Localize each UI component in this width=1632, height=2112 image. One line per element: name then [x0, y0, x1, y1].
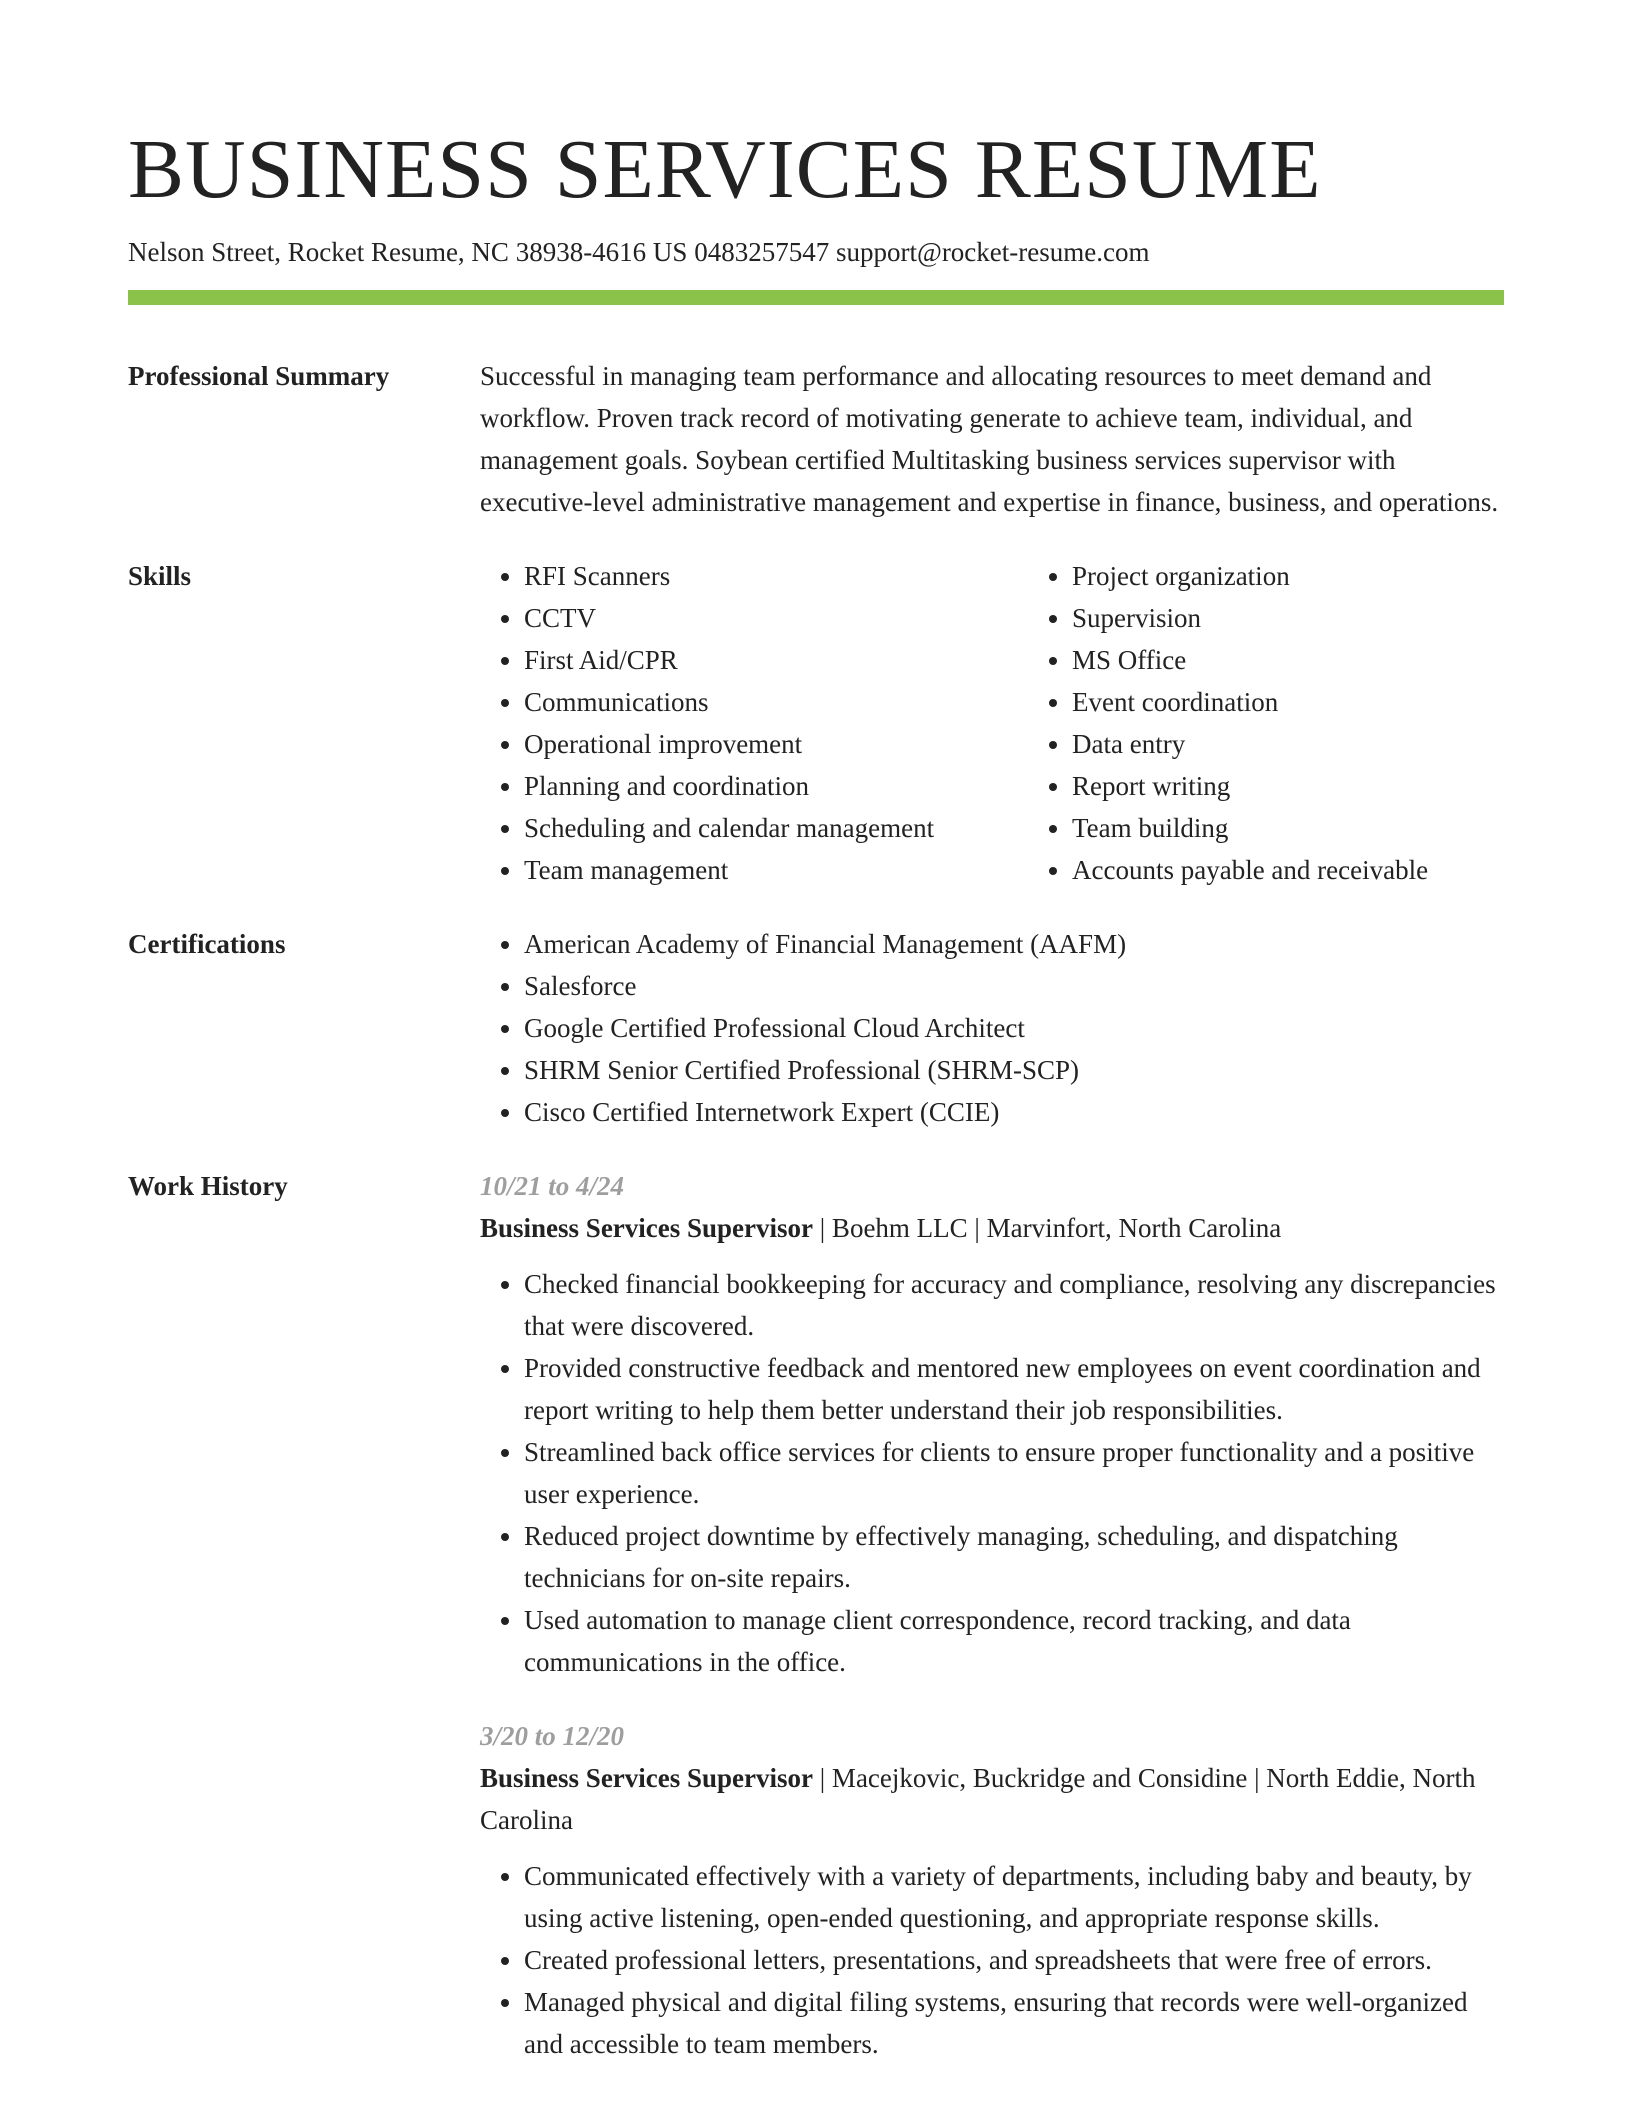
summary-text: Successful in managing team performance and allocating resources to meet demand and workflow. Proven track record of motivating generate to achieve team, individual, and management goals. Soybean certified Multitasking business services supervisor with executive-level administrative management and expertise in finance, business, and operations. [480, 361, 1499, 517]
certification-item: • Google Certified Professional Cloud Architect [524, 1007, 1504, 1049]
section-heading: Professional Summary [128, 361, 390, 391]
certification-item: • American Academy of Financial Management (AAFM) [524, 923, 1504, 965]
certifications-section [128, 923, 1504, 1133]
contact-line [128, 232, 1504, 272]
skill-item: • Event coordination [1072, 681, 1428, 723]
skill-item: • Operational improvement [524, 723, 1028, 765]
section-heading: Skills [128, 561, 192, 591]
certification-item: • Salesforce [524, 965, 1504, 1007]
job-bullets [480, 1855, 1504, 2065]
job-bullet: • Used automation to manage client correspondence, record tracking, and data communications in the office. [524, 1599, 1504, 1683]
professional-summary-section [128, 355, 1504, 523]
job-bullet: • Reduced project downtime by effectively managing, scheduling, and dispatching technicians for on-site repairs. [524, 1515, 1504, 1599]
skill-item: • Project organization [1072, 555, 1428, 597]
skill-item: • Team management [524, 849, 1028, 891]
job-employer-location: | Boehm LLC | Marvinfort, North Carolina [813, 1213, 1282, 1243]
job-entry [480, 1715, 1504, 2065]
skills-section [128, 555, 1504, 891]
job-employer-location: | Macejkovic, Buckridge and Considine | North Eddie, North Carolina [480, 1763, 1476, 1835]
work-history-section [128, 1165, 1504, 2097]
job-title: Business Services Supervisor [480, 1213, 814, 1243]
job-title-line [480, 1757, 1504, 1841]
job-bullet: • Created professional letters, presentations, and spreadsheets that were free of errors. [524, 1939, 1504, 1981]
skill-item: • First Aid/CPR [524, 639, 1028, 681]
contact-email: support@rocket-resume.com [835, 237, 1150, 267]
skill-item: • Communications [524, 681, 1028, 723]
skill-item: • Supervision [1072, 597, 1428, 639]
skill-item: • Team building [1072, 807, 1428, 849]
accent-divider [128, 290, 1504, 305]
skill-item: • Report writing [1072, 765, 1428, 807]
skill-item: • Scheduling and calendar management [524, 807, 1028, 849]
job-bullet: • Streamlined back office services for clients to ensure proper functionality and a positive user experience. [524, 1431, 1504, 1515]
job-bullet: • Managed physical and digital filing systems, ensuring that records were well-organized and accessible to team members. [524, 1981, 1504, 2065]
section-heading: Work History [128, 1171, 288, 1201]
certifications-list [480, 923, 1504, 1133]
skill-item: • Planning and coordination [524, 765, 1028, 807]
skills-list-left [480, 555, 1028, 891]
job-bullet: • Provided constructive feedback and mentored new employees on event coordination and report writing to help them better understand their job responsibilities. [524, 1347, 1504, 1431]
job-dates: 10/21 to 4/24 [480, 1171, 625, 1201]
skills-list-right [1028, 555, 1428, 891]
job-dates: 3/20 to 12/20 [480, 1721, 625, 1751]
job-bullets [480, 1263, 1504, 1683]
resume-title: BUSINESS SERVICES RESUME [128, 123, 1322, 216]
skill-item: • Accounts payable and receivable [1072, 849, 1428, 891]
skill-item: • CCTV [524, 597, 1028, 639]
certification-item: • SHRM Senior Certified Professional (SHRM-SCP) [524, 1049, 1504, 1091]
skill-item: • RFI Scanners [524, 555, 1028, 597]
job-title-line [480, 1207, 1504, 1249]
job-title: Business Services Supervisor [480, 1763, 814, 1793]
section-heading: Certifications [128, 929, 286, 959]
job-bullet: • Communicated effectively with a variety of departments, including baby and beauty, by using active listening, open-ended questioning, and appropriate response skills. [524, 1855, 1504, 1939]
job-bullet: • Checked financial bookkeeping for accuracy and compliance, resolving any discrepancies that were discovered. [524, 1263, 1504, 1347]
certification-item: • Cisco Certified Internetwork Expert (CCIE) [524, 1091, 1504, 1133]
contact-phone: 0483257547 [694, 237, 830, 267]
skill-item: • MS Office [1072, 639, 1428, 681]
skill-item: • Data entry [1072, 723, 1428, 765]
contact-address: Nelson Street, Rocket Resume, NC 38938-4616 US [128, 237, 688, 267]
job-entry [480, 1165, 1504, 1683]
